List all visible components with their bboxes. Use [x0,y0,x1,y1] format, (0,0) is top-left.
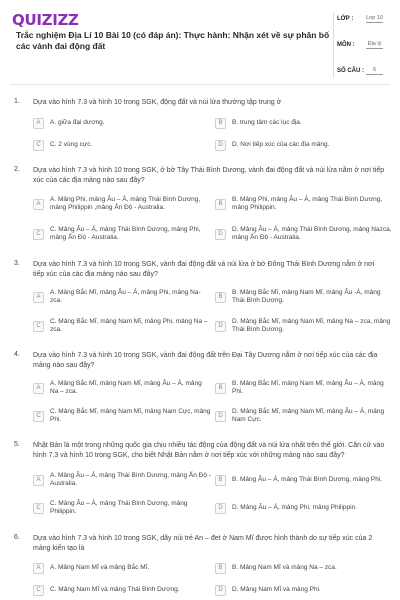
option-text: D. Mảng Âu – Á, mảng Phi, mảng Philippin. [232,503,358,511]
option-b[interactable] [215,113,393,133]
option-letter: D [215,503,226,514]
option-letter: C [33,229,44,240]
option-letter: B [215,199,226,210]
option-letter: A [33,383,44,394]
option-b[interactable] [215,558,393,578]
option-text: C. Mảng Bắc Mĩ, mảng Nam Mĩ, mảng Phi, mảng Na – zca. [50,317,208,333]
option-c[interactable] [33,316,211,336]
option-b[interactable] [215,287,393,307]
option-a[interactable] [33,378,211,398]
option-text: D. Mảng Âu – Á, mảng Thái Bình Dương, mảng Nazca, mảng Ấn Độ - Australia. [232,225,392,241]
option-a[interactable] [33,470,211,490]
option-d[interactable] [215,224,393,244]
option-letter: C [33,585,44,596]
question-count-value: 6 [366,66,383,75]
option-letter: C [33,140,44,151]
quizizz-logo: QUIZIZZ [12,11,79,29]
subject-value: Địa lý [367,41,382,47]
option-text: A. Mảng Âu – Á, mảng Thái Bình Dương, mảng Ấn Độ - Australia. [50,471,211,487]
question-number: 2. [14,166,20,173]
question-text: Dựa vào hình 7.3 và hình 10 trong SGK, ở bờ Tây Thái Bình Dương, vành đai động đất và núi lửa nằm ở nơi tiếp xúc của các địa mảng nào sau đây? [33,167,385,184]
class-value: Lop 10 [366,15,383,21]
option-text: C. 2 vùng cực. [50,140,93,148]
header-divider [333,12,334,78]
question-text: Nhật Bản là một trong những quốc gia chịu nhiều tác động của động đất và núi lửa nhất trên thế giới. Căn cứ vào hình 7.3 và hình 10 trong SGK, cho biết Nhật Bản nằm ở nơi tiếp xúc với những mảng nào sau đây? [33,442,385,459]
option-b[interactable] [215,378,393,398]
question-text: Dựa vào hình 7.3 và hình 10 trong SGK, vành đai động đất và núi lửa ở bờ Đông Thái Bình Dương nằm ở nơi tiếp xúc của các địa mảng nào sau đây? [33,261,375,278]
option-text: C. Mảng Bắc Mĩ, mảng Nam Mĩ, mảng Nam Cực, mảng Phi. [50,407,211,423]
question-number: 1. [14,98,20,105]
document-title: Trắc nghiệm Địa Lí 10 Bài 10 (có đáp án): Thực hành: Nhận xét về sự phân bố các vành đai động đất [16,30,330,51]
option-text: B. Mảng Bắc Mĩ, mảng Nam Mĩ, mảng Âu – Á, mảng Phi. [232,379,384,395]
option-text: A. Mảng Nam Mĩ và mảng Bắc Mĩ. [50,563,150,571]
option-letter: A [33,563,44,574]
option-text: B. trung tâm các lục địa. [232,118,302,126]
option-b[interactable] [215,194,393,214]
question-text: Dựa vào hình 7.3 và hình 10 trong SGK, dãy núi trẻ An – đet ở Nam Mĩ được hình thành do sự tiếp xúc của 2 mảng kiến tạo là [33,535,373,552]
option-c[interactable] [33,224,211,244]
option-text: B. Mảng Phi, mảng Âu – Á, mảng Thái Bình Dương, mảng Philippin. [232,195,383,211]
question-number: 6. [14,534,20,541]
option-letter: A [33,118,44,129]
option-letter: C [33,321,44,332]
question-text: Dựa vào hình 7.3 và hình 10 trong SGK, vành đai động đất trên Đại Tây Dương nằm ở nơi tiếp xúc của các địa mảng nào sau đây? [33,352,378,369]
option-letter: B [215,118,226,129]
option-text: B. Mảng Nam Mĩ và mảng Na – zca. [232,563,337,571]
question-number: 3. [14,260,20,267]
option-d[interactable] [215,316,393,336]
option-a[interactable] [33,287,211,307]
subject-label: MÔN : [337,42,355,48]
option-letter: C [33,411,44,422]
option-letter: A [33,292,44,303]
option-letter: B [215,563,226,574]
option-text: D. Mảng Nam Mĩ và mảng Phi. [232,585,321,593]
option-letter: C [33,503,44,514]
option-text: A. giữa đại dương. [50,118,105,126]
option-text: C. Mảng Nam Mĩ và mảng Thái Bình Dương. [50,585,180,593]
option-a[interactable] [33,194,211,214]
question-count-label: SỐ CÂU : [337,68,364,74]
option-letter: D [215,229,226,240]
option-letter: D [215,321,226,332]
option-letter: B [215,383,226,394]
option-a[interactable] [33,558,211,578]
option-text: B. Mảng Âu – Á, mảng Thái Bình Dương, mảng Phi. [232,475,383,483]
option-c[interactable] [33,406,211,426]
option-letter: B [215,475,226,486]
option-text: D. Nơi tiếp xúc của các địa mảng. [232,140,330,148]
option-letter: B [215,292,226,303]
option-text: B. Mảng Bắc Mĩ, mảng Nam Mĩ, mảng Âu -Á, mảng Thái Bình Dương. [232,288,381,304]
option-letter: A [33,199,44,210]
option-c[interactable] [33,580,211,600]
option-letter: D [215,585,226,596]
option-d[interactable] [215,135,393,155]
option-letter: D [215,411,226,422]
option-letter: A [33,475,44,486]
option-a[interactable] [33,113,211,133]
option-b[interactable] [215,470,393,490]
option-d[interactable] [215,580,393,600]
option-c[interactable] [33,498,211,518]
page-header [0,0,400,80]
class-label: LỚP : [337,16,354,22]
option-d[interactable] [215,498,393,518]
question-text: Dựa vào hình 7.3 và hình 10 trong SGK, động đất và núi lửa thường tập trung ở [33,99,282,106]
option-letter: D [215,140,226,151]
option-text: D. Mảng Bắc Mĩ, mảng Nam Mĩ, mảng Na – zca, mảng Thái Bình Dương. [232,317,391,333]
option-text: D. Mảng Bắc Mĩ, mảng Nam Mĩ, mảng Âu – Á, mảng Nam Cực. [232,407,385,423]
question-number: 4. [14,351,20,358]
option-c[interactable] [33,135,211,155]
option-text: A. Mảng Phi, mảng Âu – Á, mảng Thái Bình Dương, mảng Philippin ,mảng Ấn Độ - Australia. [50,195,201,211]
option-text: A. Mảng Bắc Mĩ, mảng Âu – Á, mảng Phi, mảng Na-zca. [50,288,201,304]
question-number: 5. [14,441,20,448]
option-text: C. Mảng Âu – Á, mảng Thái Bình Dương, mảng Phi, mảng Ấn Độ - Australia. [50,225,201,241]
option-text: A. Mảng Bắc Mĩ, mảng Nam Mĩ, mảng Âu – Á, mảng Na – zca. [50,379,202,395]
header-rule [10,84,390,85]
option-d[interactable] [215,406,393,426]
option-text: C. Mảng Âu – Á, mảng Thái Bình Dương, mảng Philippin. [50,499,188,515]
